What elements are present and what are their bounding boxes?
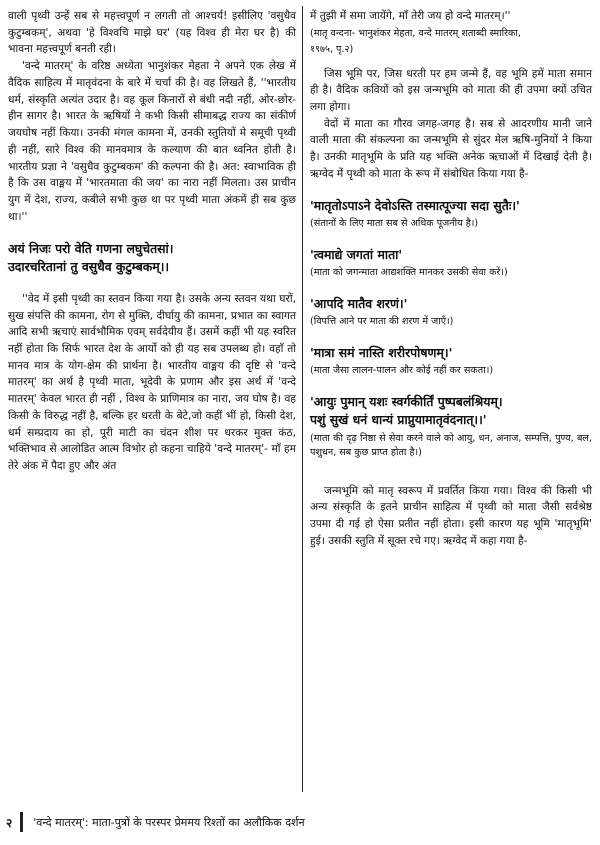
paragraph: 'वन्दे मातरम्' के वरिष्ठ अध्येता भानुशंकर मेहता ने अपने एक लेख में वैदिक साहित्य में मातृवंदना के बारे में चर्चा की है। वह लिखते हैं, ''भारतीय धर्म, संस्कृति अत्यंत उदार है। वह कूल किनारों से बंधी नदी नहीं, ओर-छोर-हीन सागर है। भारत के ऋषियों ने कभी किसी सीमाबद्ध राज्य का संकीर्ण जयघोष नहीं किया। उनकी मंगल कामना में, उनकी स्तुतियों मे समूची पृथ्वी ही नहीं, सारे विश्व की मानवमात्र के कल्याण की बात ध्वनित होती है। भारतीय प्रज्ञा ने 'वसुधैव कुटुम्बकम' की कल्पना की है। अत: स्वाभाविक ही है कि उस वाङ्मय में 'भारतमाता की जय' का नारा नहीं मिलता। उस प्राचीन युग में देश, राज्य, कबीले सभी कुछ था पर पृथ्वी माता अंकमें ही सब कुछ था।'' xyxy=(8,60,296,223)
quote-meaning: (माता जैसा लालन-पालन और कोई नहीं कर सकता।) xyxy=(310,365,494,377)
sanskrit-quote: 'त्वमाद्ये जगतां माता' xyxy=(310,246,403,262)
sanskrit-quote: पशुं सुखं धनं धान्यं प्राप्नुयामातृवंदनात्।।' xyxy=(310,412,487,428)
paragraph: ''वेद में इसी पृथ्वी का स्तवन किया गया है। उसके अन्य स्तवन यथा घरों, सुख संपत्ति की कामना, रोग से मुक्ति, दीर्घायु की कामना, प्रभात का स्वागत आदि सभी ऋचाएं सार्वभौमिक एवम् सर्वदेयीय हैं। उसमें कहीं भी यह स्वरित नहीं होता कि सिर्फ भारत देश के आर्यो को ही यह सब उपलब्ध हो। वहाँ तो मानव मात्र के योग-क्षेम की प्रार्थना है। भारतीय वाङ्मय की दृष्टि से 'वन्दे मातरम्' का अर्थ है पृथ्वी माता, भूदेवी के प्रणाम और इस अर्थ में 'वन्दे मातरम्' केवल भारत ही नहीं , विश्व के प्राणिमात्र का नारा, जय घोष है। वह किसी के विरुद्ध नहीं है, बल्कि हर धरती के बेटे,जो कहीं भीं हो, किसी देश, धर्म सम्प्रदाय का हो, पूरी माटी का चंदन शीश पर धरकर मुक्त कंठ, भक्तिभाव से आलोडित आत्म विभोर हो कहना चाहिये 'वन्दे मातरम्'- माँ हम तेरे अंक में पैदा हुए और अंत xyxy=(8,292,296,473)
quote-block xyxy=(310,393,592,461)
column-divider xyxy=(302,6,303,792)
sanskrit-quote: 'आपदि मातैव शरणं।' xyxy=(310,295,408,311)
quote-block xyxy=(310,295,592,330)
page-footer xyxy=(6,808,594,836)
quote-meaning: (विपत्ति आने पर माता की शरण में जाएँ।) xyxy=(310,316,454,328)
paragraph: में तुझी में समा जायेंगे, माँ तेरी जय हो वन्दे मातरम्।'' xyxy=(310,10,511,22)
citation: १९७५, पृ.२) xyxy=(310,44,354,56)
quote-block xyxy=(310,246,592,281)
quote-meaning: (माता की दृढ़ निष्ठा से सेवा करने वाले को आयु, धन, अनाज, सम्पत्ति, पुण्य, बल, पशुधन, सब कुछ प्राप्त होता है।) xyxy=(310,432,592,459)
sanskrit-quote: 'मात्रा समं नास्ति शरीरपोषणम्।' xyxy=(310,344,453,360)
sanskrit-quote: 'मातृतोऽपाऽने देवोऽस्ति तस्मात्पूज्या सदा सुतैः।' xyxy=(310,197,520,213)
left-column xyxy=(8,8,296,475)
quote-meaning: (संतानों के लिए माता सब से अधिक पूजनीय है।) xyxy=(310,218,479,230)
paragraph: वाली पृथ्वी उन्हें सब से महत्त्वपूर्ण न लगती तो आश्चर्य! इसीलिए 'वसुधैव कुटुम्बकम्', अथवा 'हे विश्वचि माझे घर' (यह विश्व ही मेरा घर है) की भावना महत्त्वपूर्ण बनती रही। xyxy=(8,10,296,56)
shloka-block xyxy=(8,240,296,277)
running-title: 'वन्दे मातरम्': माता-पुत्रों के परस्पर प्रेममय रिश्तों का अलौकिक दर्शन xyxy=(33,815,305,829)
quote-meaning: (माता को जगन्माता आद्यशक्ति मानकर उसकी सेवा करें।) xyxy=(310,267,508,279)
shloka-line: अयं निजः परो वेति गणना लघुचेतसां। xyxy=(8,240,174,256)
paragraph: वेदों में माता का गौरव जगह-जगह है। सब से आदरणीय मानी जाने वाली माता की संकल्पना का जन्मभूमि से सुंदर मेल ऋषि-मुनियों ने किया है। उनकी मातृभूमि के प्रति यह भक्ति अनेक ऋचाओं में दिखाई देती है। ऋग्वेद में पृथ्वी को माता के रूप में संबोधित किया गया है- xyxy=(310,117,592,180)
quote-block xyxy=(310,197,592,232)
page-number: २ xyxy=(6,815,13,830)
shloka-line: उदारचरितानां तु वसुधैव कुटुम्बकम्।। xyxy=(8,259,170,275)
footer-bar xyxy=(20,812,23,832)
citation: (मातृ वन्दना- भानुशंकर मेहता, वन्दे मातरम् शताब्दी स्मारिका, xyxy=(310,27,521,39)
sanskrit-quote: 'आयुः पुमान् यशः स्वर्गकीर्तिं पुष्पबलंश्रियम्। xyxy=(310,393,503,409)
paragraph: जन्मभूमि को मातृ स्वरूप में प्रवर्तित किया गया। विश्व की किसी भी अन्य संस्कृति के इतने प्राचीन साहित्य में पृथ्वी को माता जैसी सर्वश्रेष्ठ उपमा दी गई हो ऐसा प्रतीत नहीं होता। इसी कारण यह भूमि 'मातृभूमि' हुई। उसकी स्तुति में सूक्त रचे गए। ऋग्वेद में कहा गया है- xyxy=(310,484,592,547)
quote-block xyxy=(310,344,592,379)
paragraph: जिस भूमि पर, जिस धरती पर हम जन्मे हैं, वह भूमि हमें माता समान ही है। वैदिक कवियों को इस जन्मभूमि को माता की ही उपमा क्यों उचित लगा होगा। xyxy=(310,67,592,113)
right-column xyxy=(310,8,592,550)
